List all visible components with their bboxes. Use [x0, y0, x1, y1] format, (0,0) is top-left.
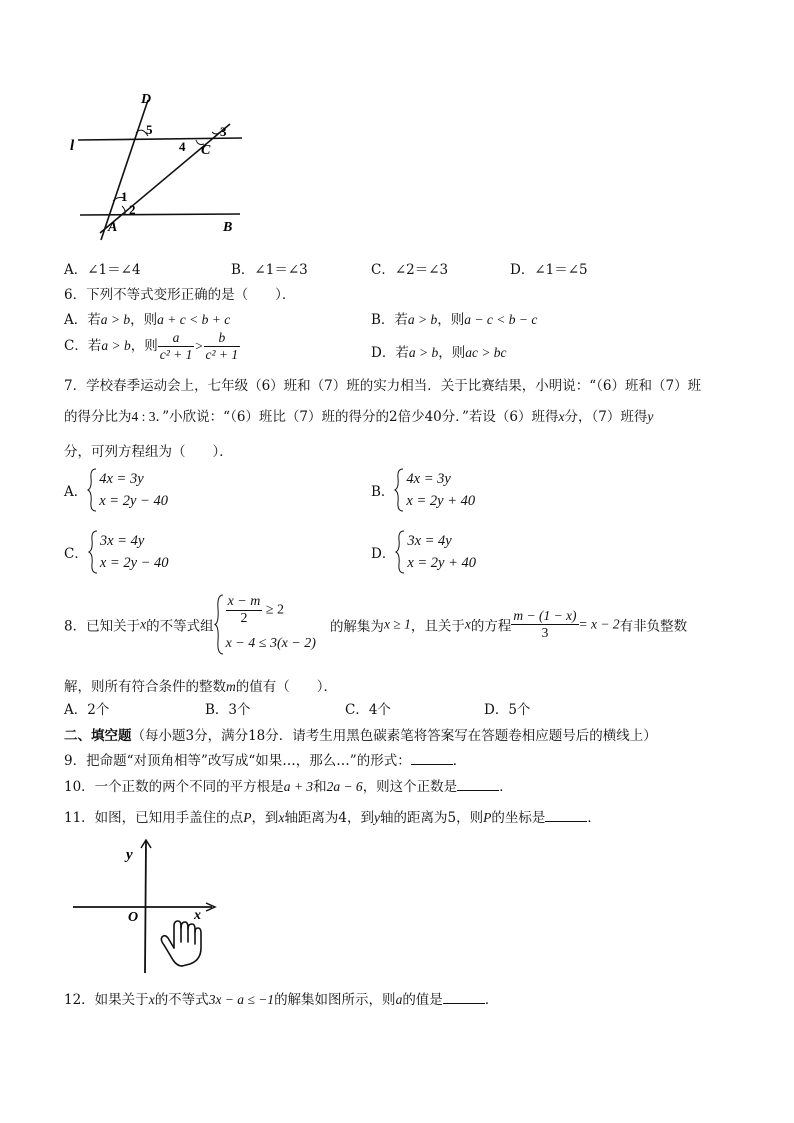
q6-b-cond: a > b: [407, 312, 438, 327]
line-ab: [80, 214, 240, 215]
line-ac: [100, 124, 233, 235]
origin-label: O: [128, 910, 139, 925]
q6-a-mid: ，则: [130, 312, 158, 328]
label-a: A: [108, 220, 118, 235]
q7-line-1: 7．学校春季运动会上，七年级（6）班和（7）班的实力相当．关于比赛结果，小明说：“（6）班和（7）班: [64, 378, 702, 394]
y-axis: [145, 841, 146, 973]
label-b: B: [223, 220, 233, 235]
q7-line-3: 分，可列方程组为（ ）．: [64, 444, 233, 460]
label-l: l: [70, 138, 75, 154]
q8-line-1: 8．已知关于x的不等式组 $\frac{x - m}{2}$ ≥ 2 x − 4 ≤ 3(x − 2) 的解集为x ≥ 1，且关于x的方程 $\frac{m - (1 - x)}{3}$ = x − 2有非负整数: [64, 594, 687, 655]
q8-line-2: 解，则所有符合条件的整数m的值有（ ）．: [64, 679, 337, 695]
coordinate-figure: [70, 838, 220, 978]
q6-b-pre: B．若: [371, 312, 408, 328]
q6-option-a: [64, 308, 230, 328]
label-d: D: [141, 92, 152, 107]
q6-option-d: [371, 341, 507, 361]
q7-b-system: 4x = 3y x = 2y + 40: [394, 468, 475, 512]
geometry-figure: [70, 88, 250, 248]
q6-b-result: a − c < b − c: [464, 312, 538, 327]
section-2-header: [64, 724, 657, 744]
q8-inequality-system: $\frac{x - m}{2}$ ≥ 2 x − 4 ≤ 3(x − 2): [214, 594, 316, 655]
q8-option-a: A．2个: [64, 702, 110, 718]
label-3: 3: [220, 124, 227, 139]
q6-a-pre: A．若: [64, 312, 101, 328]
q7-option-c: C． 3x = 4y x = 2y − 40: [64, 530, 169, 574]
q9-answer-blank[interactable]: [411, 752, 453, 765]
q6-d-pre: D．若: [371, 345, 409, 361]
q6-c-frac-a: $\frac{a}{\text{c² + 1}}$: [159, 330, 193, 362]
q7-c-system: 3x = 4y x = 2y − 40: [88, 530, 169, 574]
q12: 12．如果关于x的不等式3x − a ≤ −1的解集如图所示，则a的值是 ．: [64, 992, 499, 1008]
q6-a-result: a + c < b + c: [157, 312, 231, 327]
q6-d-mid: ，则: [438, 345, 466, 361]
q5-option-d: D．∠1＝∠5: [510, 262, 588, 278]
q7-option-d: D． 3x = 4y x = 2y + 40: [371, 530, 476, 574]
y-axis-label: y: [126, 847, 133, 863]
label-1: 1: [121, 189, 128, 204]
q6-c-gt: >: [194, 338, 204, 354]
q7-a-system: 4x = 3y x = 2y − 40: [87, 468, 168, 512]
q7-d-system: 3x = 4y x = 2y + 40: [395, 530, 476, 574]
q6-stem: 6．下列不等式变形正确的是（ ）．: [64, 287, 296, 303]
q8-option-c: C．4个: [345, 702, 391, 718]
q5-option-a: A．∠1＝∠4: [64, 262, 141, 278]
q6-c-frac-b: $\frac{b}{\text{c² + 1}}$: [205, 330, 239, 362]
label-5: 5: [146, 122, 153, 137]
q5-option-c: C．∠2＝∠3: [371, 262, 449, 278]
q6-b-mid: ，则: [437, 312, 465, 328]
q10-answer-blank[interactable]: [457, 778, 499, 791]
section-2-note: （每小题3分，满分18分．请考生用黑色碳素笔将答案写在答题卷相应题号后的横线上）: [131, 728, 657, 744]
line-l: [78, 138, 242, 140]
q8-equation-fraction: $\frac{m - (1 - x)}{3}$: [513, 608, 577, 640]
hand-icon: [161, 921, 201, 966]
q8-option-d: D．5个: [484, 702, 531, 718]
q7-line-2: 的得分比为4 : 3．”小欣说：“（6）班比（7）班的得分的2倍少40分．”若设（6）班得x分，（7）班得y: [64, 409, 654, 425]
q5-option-b: B．∠1＝∠3: [231, 262, 308, 278]
q6-option-b: [371, 308, 537, 328]
q7-option-b: B． 4x = 3y x = 2y + 40: [371, 468, 475, 512]
q9: 9．把命题“对顶角相等”改写成“如果…，那么…”的形式： ．: [64, 753, 467, 769]
line-ad: [101, 100, 148, 240]
q10: 10．一个正数的两个不同的平方根是a + 3和2a − 6，则这个正数是 ．: [64, 779, 513, 795]
q6-c-pre: C．若: [64, 338, 102, 354]
q11-answer-blank[interactable]: [545, 809, 587, 822]
q7-option-a: A． 4x = 3y x = 2y − 40: [64, 468, 168, 512]
x-axis-label: x: [194, 908, 201, 923]
q6-option-c: [64, 330, 240, 363]
q6-d-cond: a > b: [408, 345, 439, 360]
label-c: C: [201, 143, 211, 158]
q6-c-mid: ，则: [130, 338, 158, 354]
q6-d-result: ac > bc: [465, 345, 507, 360]
q6-a-cond: a > b: [100, 312, 131, 327]
q11: 11．如图，已知用手盖住的点P，到x轴距离为4，到y轴的距离为5，则P的坐标是 ．: [64, 810, 601, 826]
q12-answer-blank[interactable]: [443, 991, 485, 1004]
q8-option-b: B．3个: [205, 702, 251, 718]
label-4: 4: [179, 139, 186, 154]
section-2-title: 二、填空题: [64, 728, 132, 744]
label-2: 2: [129, 202, 136, 217]
q6-c-cond: a > b: [101, 338, 131, 353]
